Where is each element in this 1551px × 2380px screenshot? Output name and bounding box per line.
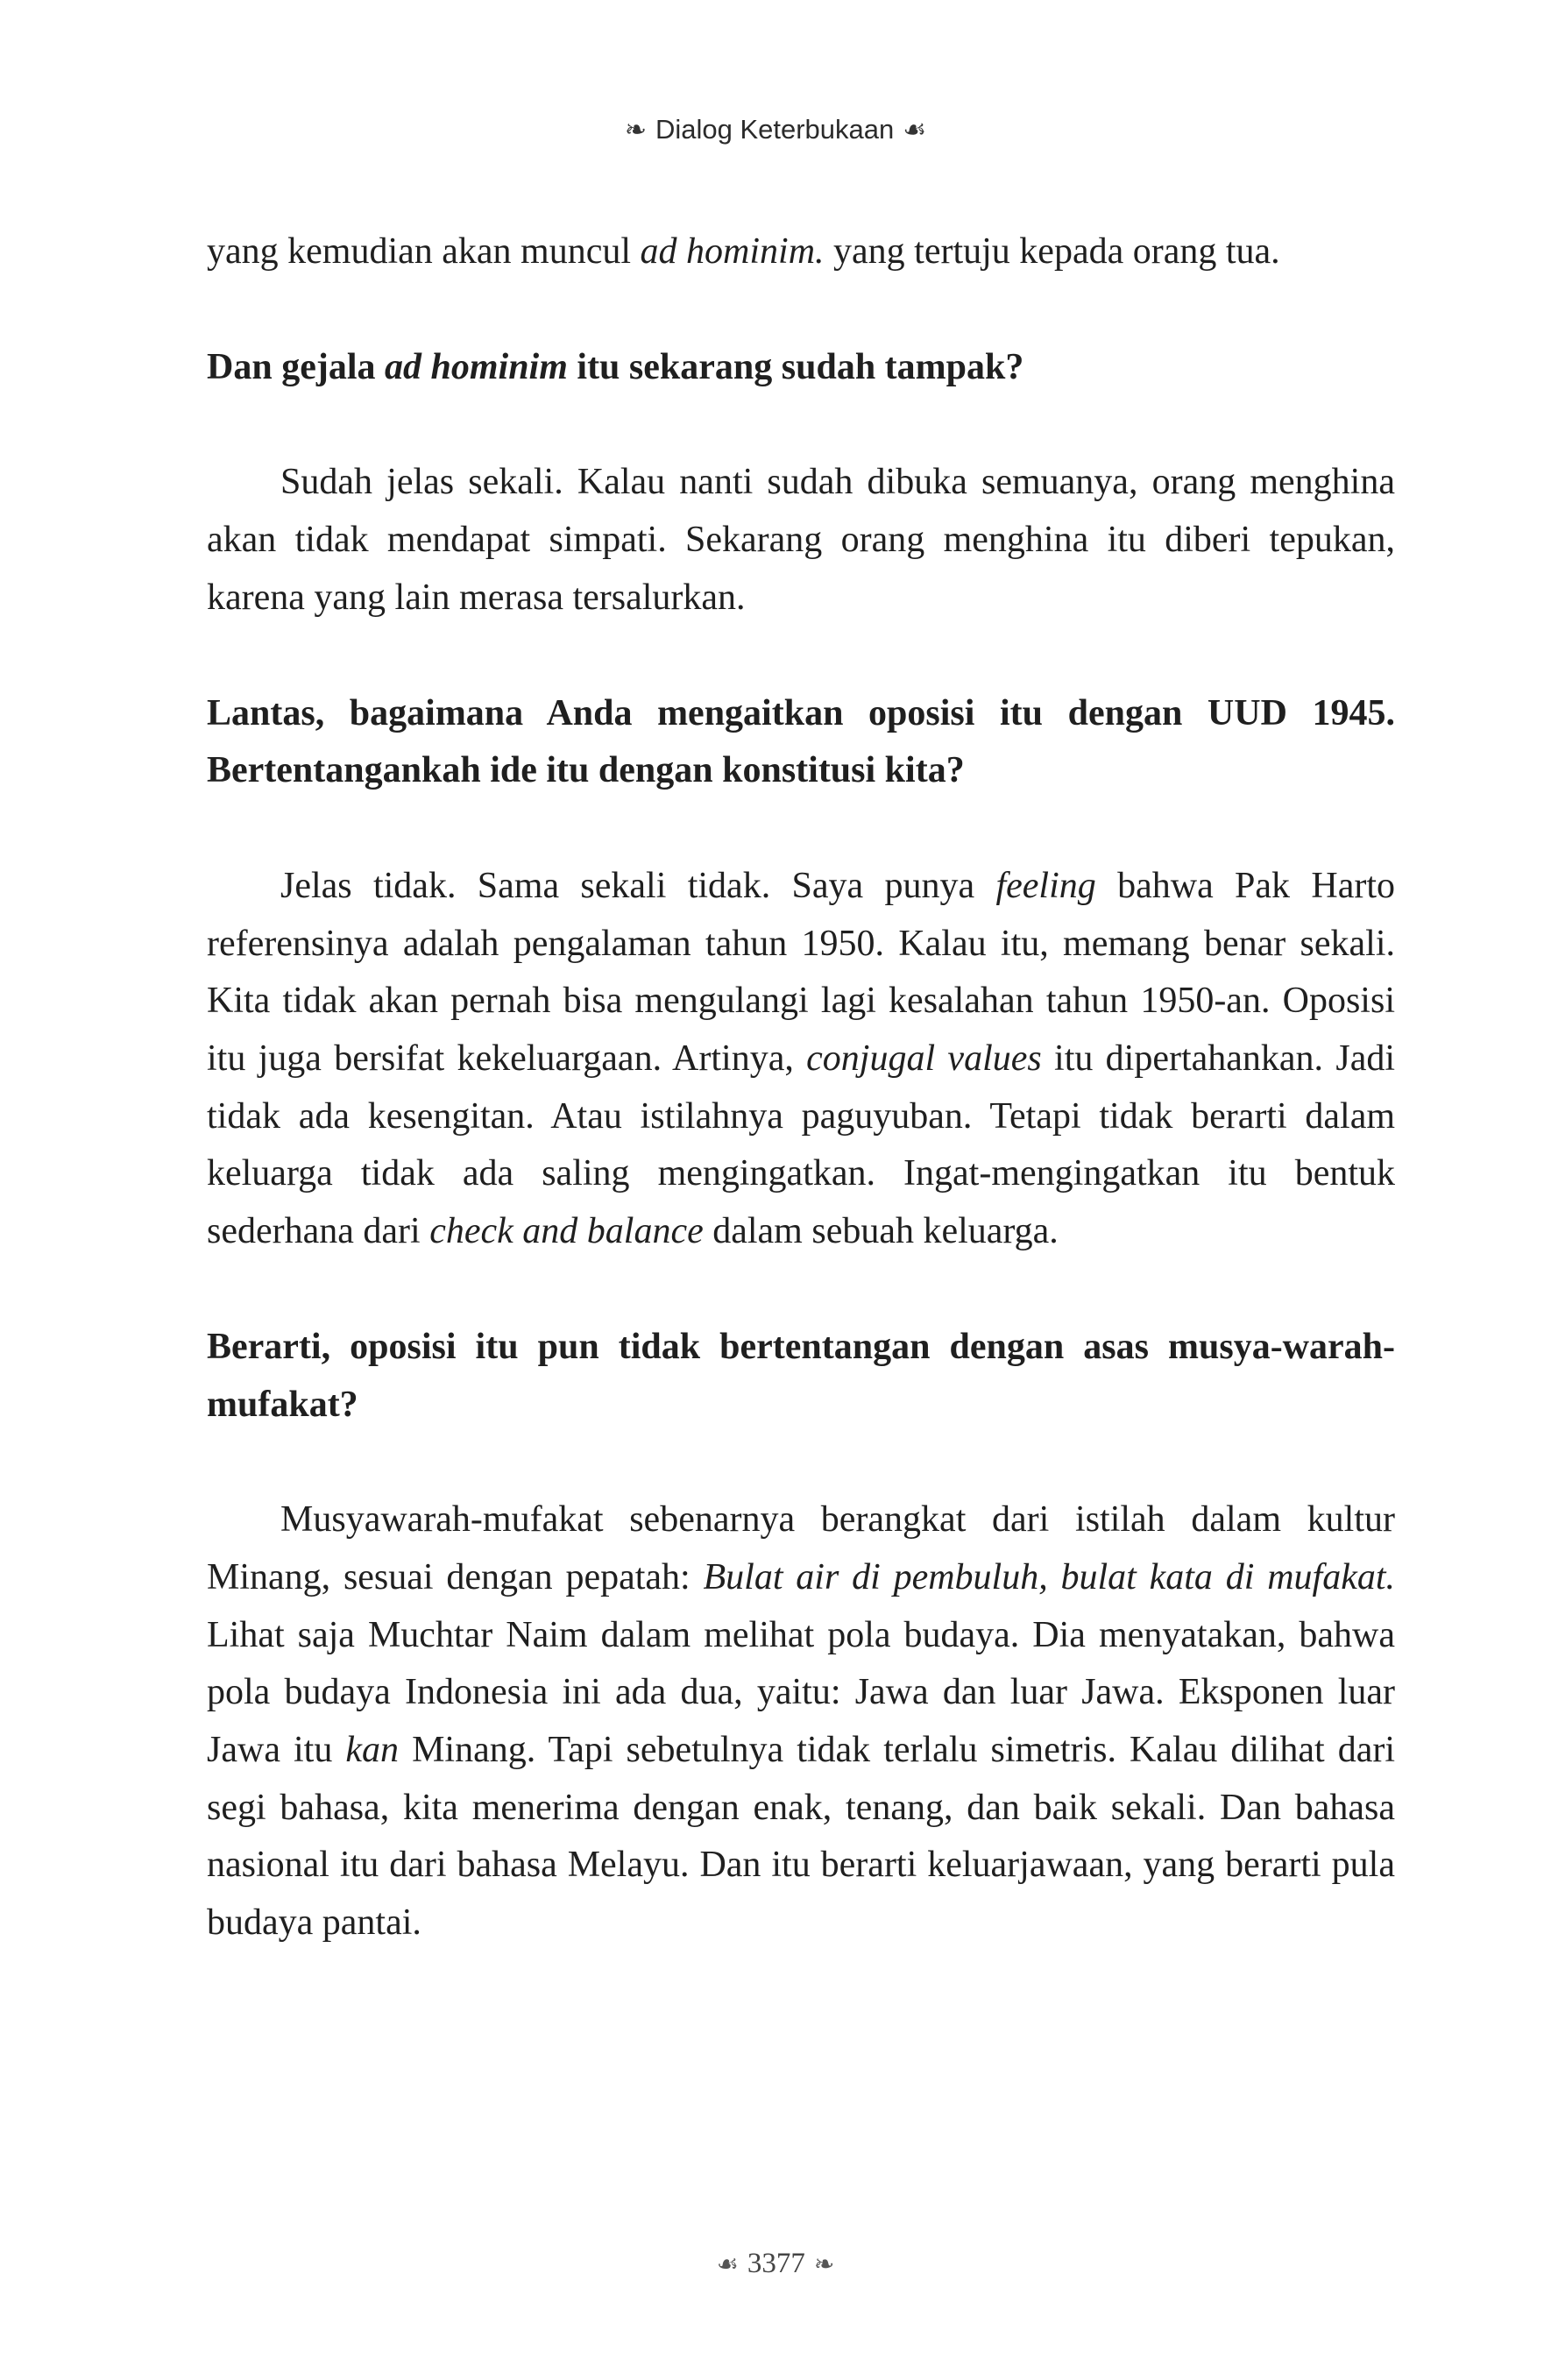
text-segment: Minang. Tapi sebetulnya tidak terlalu simetris. Kalau dilihat dari segi bahasa, kita menerima dengan enak, tenang, dan baik sekali. Dan bahasa nasional itu dari bahasa Melayu. Dan itu berarti keluarjawaan, yang berarti pula budaya pantai. (207, 1730, 1396, 1944)
text-segment-italic: conjugal values (806, 1038, 1042, 1080)
footer-ornament-left-icon: ☙ (716, 2249, 739, 2278)
text-segment-italic: check and balance (429, 1211, 704, 1252)
text-column (207, 223, 1395, 1952)
interview-question (207, 685, 1395, 800)
text-segment-italic: feeling (995, 865, 1096, 906)
text-segment-italic: Bulat air di pembuluh, bulat kata di mufakat. (703, 1556, 1395, 1597)
text-segment: Sudah jelas sekali. Kalau nanti sudah dibuka semuanya, orang menghina akan tidak mendapat simpati. Sekarang orang menghina itu diberi tepukan, karena yang lain merasa tersalurkan. (207, 462, 1395, 618)
header-ornament-right-icon: ☙ (903, 115, 927, 145)
interview-answer (207, 454, 1395, 627)
page-footer (0, 2246, 1551, 2282)
text-segment-italic: ad hominim (385, 346, 568, 387)
text-segment-italic: kan (345, 1730, 400, 1771)
interview-answer (207, 1491, 1395, 1952)
page-number: 3377 (747, 2248, 805, 2279)
text-segment: Lantas, bagaimana Anda mengaitkan oposisi itu dengan UUD 1945. Bertentangankah ide itu dengan konstitusi kita? (207, 692, 1395, 791)
text-segment: Dan gejala (207, 346, 385, 387)
interview-question (207, 339, 1395, 397)
text-segment-italic: ad hominim. (640, 231, 825, 272)
text-segment: Musyawarah-mufakat sebenarnya berangkat dari istilah dalam kultur Minang, sesuai dengan pepatah: (207, 1499, 1395, 1597)
text-segment: Berarti, oposisi itu pun tidak bertentangan dengan asas musya-warah-mufakat? (207, 1326, 1395, 1425)
header-ornament-left-icon: ❧ (624, 115, 647, 145)
text-segment: yang tertuju kepada orang tua. (824, 231, 1280, 272)
interview-question (207, 1319, 1395, 1434)
text-segment: Jelas tidak. Sama sekali tidak. Saya punya (280, 865, 996, 906)
text-segment: dalam sebuah keluarga. (703, 1211, 1059, 1252)
paragraph-continuation (207, 223, 1395, 281)
text-segment: Lihat saja Muchtar Naim dalam melihat pola budaya. Dia menyatakan, bahwa pola budaya Indonesia ini ada dua, yaitu: Jawa dan luar Jawa. Eksponen luar Jawa itu (207, 1614, 1395, 1771)
text-segment: itu dipertahankan. Jadi tidak ada kesengitan. Atau istilahnya paguyuban. Tetapi tidak berarti dalam keluarga tidak ada saling mengingatkan. Ingat-mengingatkan itu bentuk sederhana dari (207, 1038, 1396, 1252)
running-header-title: Dialog Keterbukaan (655, 114, 895, 145)
text-segment: bahwa Pak Harto referensinya adalah pengalaman tahun 1950. Kalau itu, memang benar sekali. Kita tidak akan pernah bisa mengulangi lagi kesalahan tahun 1950-an. Oposisi itu juga bersifat kekeluargaan. Artinya, (207, 865, 1395, 1080)
interview-answer (207, 858, 1395, 1261)
footer-ornament-right-icon: ❧ (813, 2249, 835, 2278)
text-segment: itu sekarang sudah tampak? (567, 346, 1024, 387)
running-header (0, 112, 1551, 148)
text-segment: yang kemudian akan muncul (207, 231, 641, 272)
